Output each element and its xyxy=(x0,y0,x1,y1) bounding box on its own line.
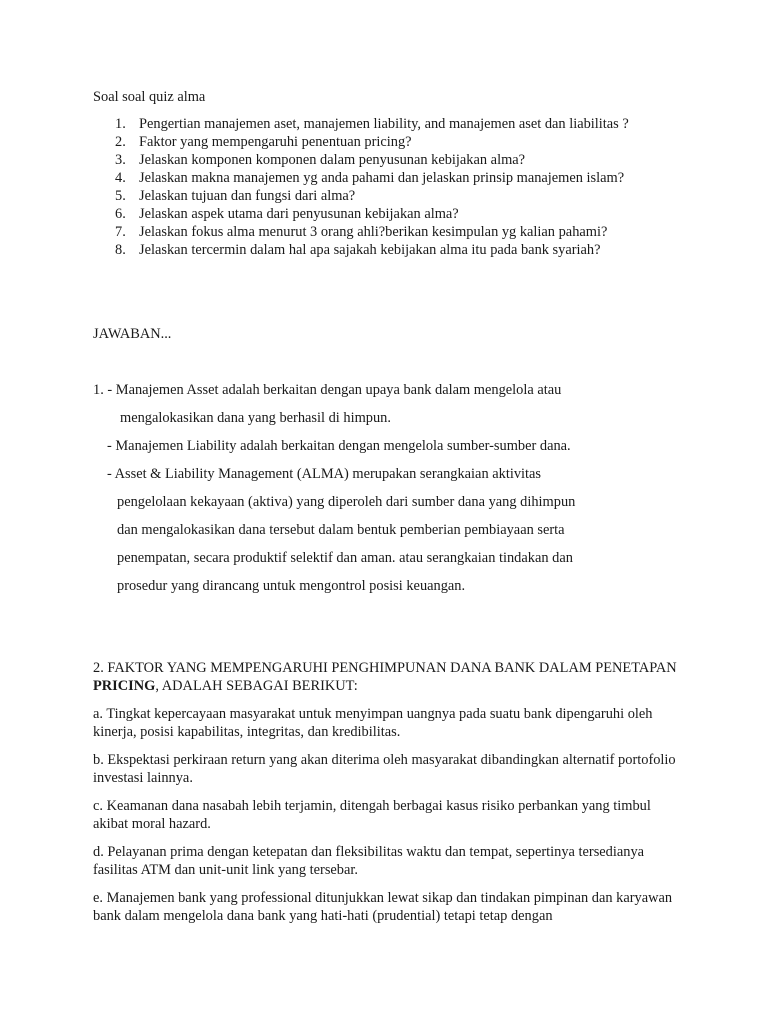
list-item-text: Jelaskan komponen komponen dalam penyusunan kebijakan alma? xyxy=(139,152,526,168)
list-item xyxy=(93,223,733,241)
answer-1-line: pengelolaan kekayaan (aktiva) yang diperoleh dari sumber dana yang dihimpun xyxy=(117,494,576,510)
list-item xyxy=(93,241,733,259)
answer-2-item-a: a. Tingkat kepercayaan masyarakat untuk menyimpan uangnya pada suatu bank dipengaruhi oleh kinerja, posisi kapabilitas, integritas, dan kredibilitas. xyxy=(93,706,653,740)
answer-1-line: mengalokasikan dana yang berhasil di himpun. xyxy=(120,410,391,426)
answer-2-heading-text: 2. FAKTOR YANG MEMPENGARUHI PENGHIMPUNAN DANA BANK DALAM PENETAPAN xyxy=(93,660,677,676)
list-item-number: 8. xyxy=(115,242,126,258)
answer-2-item-d: d. Pelayanan prima dengan ketepatan dan fleksibilitas waktu dan tempat, sepertinya tersedianya fasilitas ATM dan unit-unit link yang tersebar. xyxy=(93,844,645,878)
question-list xyxy=(93,115,733,259)
answer-2-item-e: e. Manajemen bank yang professional ditunjukkan lewat sikap dan tindakan pimpinan dan karyawan bank dalam mengelola dana bank yang hati-hati (prudential) tetapi tetap dengan xyxy=(93,890,673,924)
document-title: Soal soal quiz alma xyxy=(93,89,206,105)
list-item xyxy=(93,133,733,151)
answer-2-heading-end: , ADALAH SEBAGAI BERIKUT: xyxy=(155,678,358,694)
answer-1-line: dan mengalokasikan dana tersebut dalam bentuk pemberian pembiayaan serta xyxy=(117,522,565,538)
answer-2-heading-bold: PRICING xyxy=(93,678,156,694)
answer-1 xyxy=(93,381,733,605)
answer-2-item-b: b. Ekspektasi perkiraan return yang akan diterima oleh masyarakat dibandingkan alternatif portofolio investasi lainnya. xyxy=(93,752,676,786)
list-item xyxy=(93,169,733,187)
answer-1-line: penempatan, secara produktif selektif dan aman. atau serangkaian tindakan dan xyxy=(117,550,573,566)
answer-2 xyxy=(93,659,683,935)
list-item xyxy=(93,151,733,169)
list-item-number: 4. xyxy=(115,170,126,186)
answer-1-line: 1. - Manajemen Asset adalah berkaitan dengan upaya bank dalam mengelola atau xyxy=(93,382,562,398)
list-item-text: Jelaskan fokus alma menurut 3 orang ahli?berikan kesimpulan yg kalian pahami? xyxy=(139,224,608,240)
answer-2-item-c: c. Keamanan dana nasabah lebih terjamin, ditengah berbagai kasus risiko perbankan yang timbul akibat moral hazard. xyxy=(93,798,651,832)
list-item-number: 1. xyxy=(115,116,126,132)
list-item-text: Jelaskan makna manajemen yg anda pahami dan jelaskan prinsip manajemen islam? xyxy=(139,170,625,186)
list-item xyxy=(93,115,733,133)
list-item-number: 7. xyxy=(115,224,126,240)
list-item-text: Jelaskan tercermin dalam hal apa sajakah kebijakan alma itu pada bank syariah? xyxy=(139,242,601,258)
list-item-text: Jelaskan aspek utama dari penyusunan kebijakan alma? xyxy=(139,206,459,222)
answers-heading: JAWABAN... xyxy=(93,326,172,342)
list-item-text: Faktor yang mempengaruhi penentuan pricing? xyxy=(139,134,412,150)
list-item-number: 3. xyxy=(115,152,126,168)
list-item-text: Jelaskan tujuan dan fungsi dari alma? xyxy=(139,188,356,204)
list-item xyxy=(93,187,733,205)
list-item-number: 6. xyxy=(115,206,126,222)
answer-2-heading xyxy=(93,659,683,695)
list-item-text: Pengertian manajemen aset, manajemen liability, and manajemen aset dan liabilitas ? xyxy=(139,116,629,132)
list-item xyxy=(93,205,733,223)
list-item-number: 5. xyxy=(115,188,126,204)
answer-1-line: - Manajemen Liability adalah berkaitan dengan mengelola sumber-sumber dana. xyxy=(107,438,571,454)
answer-1-line: prosedur yang dirancang untuk mengontrol posisi keuangan. xyxy=(117,578,466,594)
list-item-number: 2. xyxy=(115,134,126,150)
answer-1-line: - Asset & Liability Management (ALMA) merupakan serangkaian aktivitas xyxy=(107,466,541,482)
